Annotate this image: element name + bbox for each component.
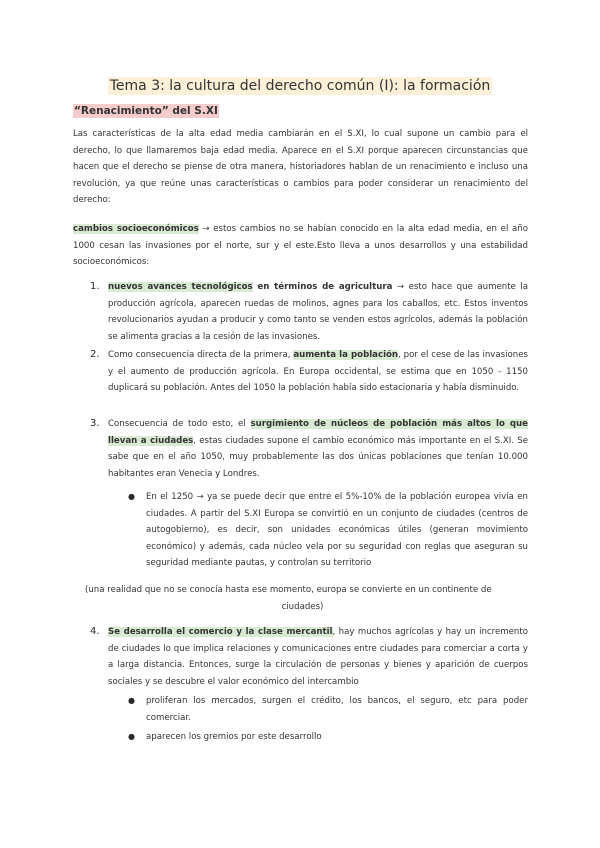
cambios-paragraph: cambios socioeconómicos → estos cambios no se habían conocido en la alta edad media, en el año 1000 cesan las invasiones por el norte, sur y el este.Esto lleva a unos desarrollos y una estabilidad socioeconómicos: — [73, 224, 528, 267]
intro-paragraph: Las características de la alta edad media cambiarán en el S.XI, lo cual supone un cambio para el derecho, lo que llamaremos baja edad media. Aparece en el S.XI porque aparecen circunstancias que hacen que el derecho se piense de otra manera, historiadores hablan de un renacimiento e incluso una revolución, ya que reúne unas características o cambios para poder considerar un renacimiento del derecho: — [73, 129, 528, 205]
cambios-term: cambios socioeconómicos — [73, 224, 199, 234]
page-title: Tema 3: la cultura del derecho común (I): la formación — [109, 78, 491, 94]
list-item-2: 2. Como consecuencia directa de la primera, aumenta la población, por el cese de las invasiones y el aumento de producción agrícola. En Europa occidental, se estima que en 1050 - 1150 duplicará su población. Antes del 1050 la población había sido estacionaria y había disminuido. — [90, 349, 528, 393]
sub-list-item: ● En el 1250 → ya se puede decir que entre el 5%-10% de la población europea vivía en ciudades. A partir del S.XI Europa se convirtió en un conjunto de ciudades (centros de autogobierno), es decir, son unidades económicas útiles (generan movimiento económico) y además, cada núcleo vela por su seguridad con reglas que aseguran su seguridad mediante pautas, y controlan su territorio — [128, 492, 528, 568]
list-item-1: 1. nuevos avances tecnológicos en términos de agricultura → esto hace que aumente la producción agrícola, aparecen ruedas de molinos, agnes para los caballos, etc. Estos inventos revolucionarios ayudan a producir y como tanto se venden estos agrícolos, además la población se alimenta gracias a la cesión de las invasiones. — [90, 281, 528, 342]
section-heading: “Renacimiento” del S.XI — [74, 105, 218, 117]
sub-list-item: ● aparecen los gremios por este desarrollo — [128, 732, 322, 742]
note-text: (una realidad que no se conocía hasta ese momento, europa se convierte en un continente de ciudades) — [85, 585, 492, 612]
sub-list-item: ● proliferan los mercados, surgen el crédito, los bancos, el seguro, etc para poder comerciar. — [128, 696, 528, 723]
list-item-4: 4. Se desarrolla el comercio y la clase mercantil, hay muchos agrícolas y hay un incremento de ciudades lo que implica relaciones y comunicaciones entre ciudades para comerciar a corta y a larga distancia. Entonces, surge la circulación de personas y bienes y aparición de cuerpos sociales y se descubre el valor económico del intercambio — [90, 626, 528, 687]
list-item-3: 3. Consecuencia de todo esto, el surgimiento de núcleos de población más altos lo que llevan a ciudades, estas ciudades supone el cambio económico más importante en el S.XI. Se sabe que en el año 1050, muy probablemente las dos únicas poblaciones que tenían 10.000 habitantes eran Venecia y Londres. — [90, 418, 529, 479]
